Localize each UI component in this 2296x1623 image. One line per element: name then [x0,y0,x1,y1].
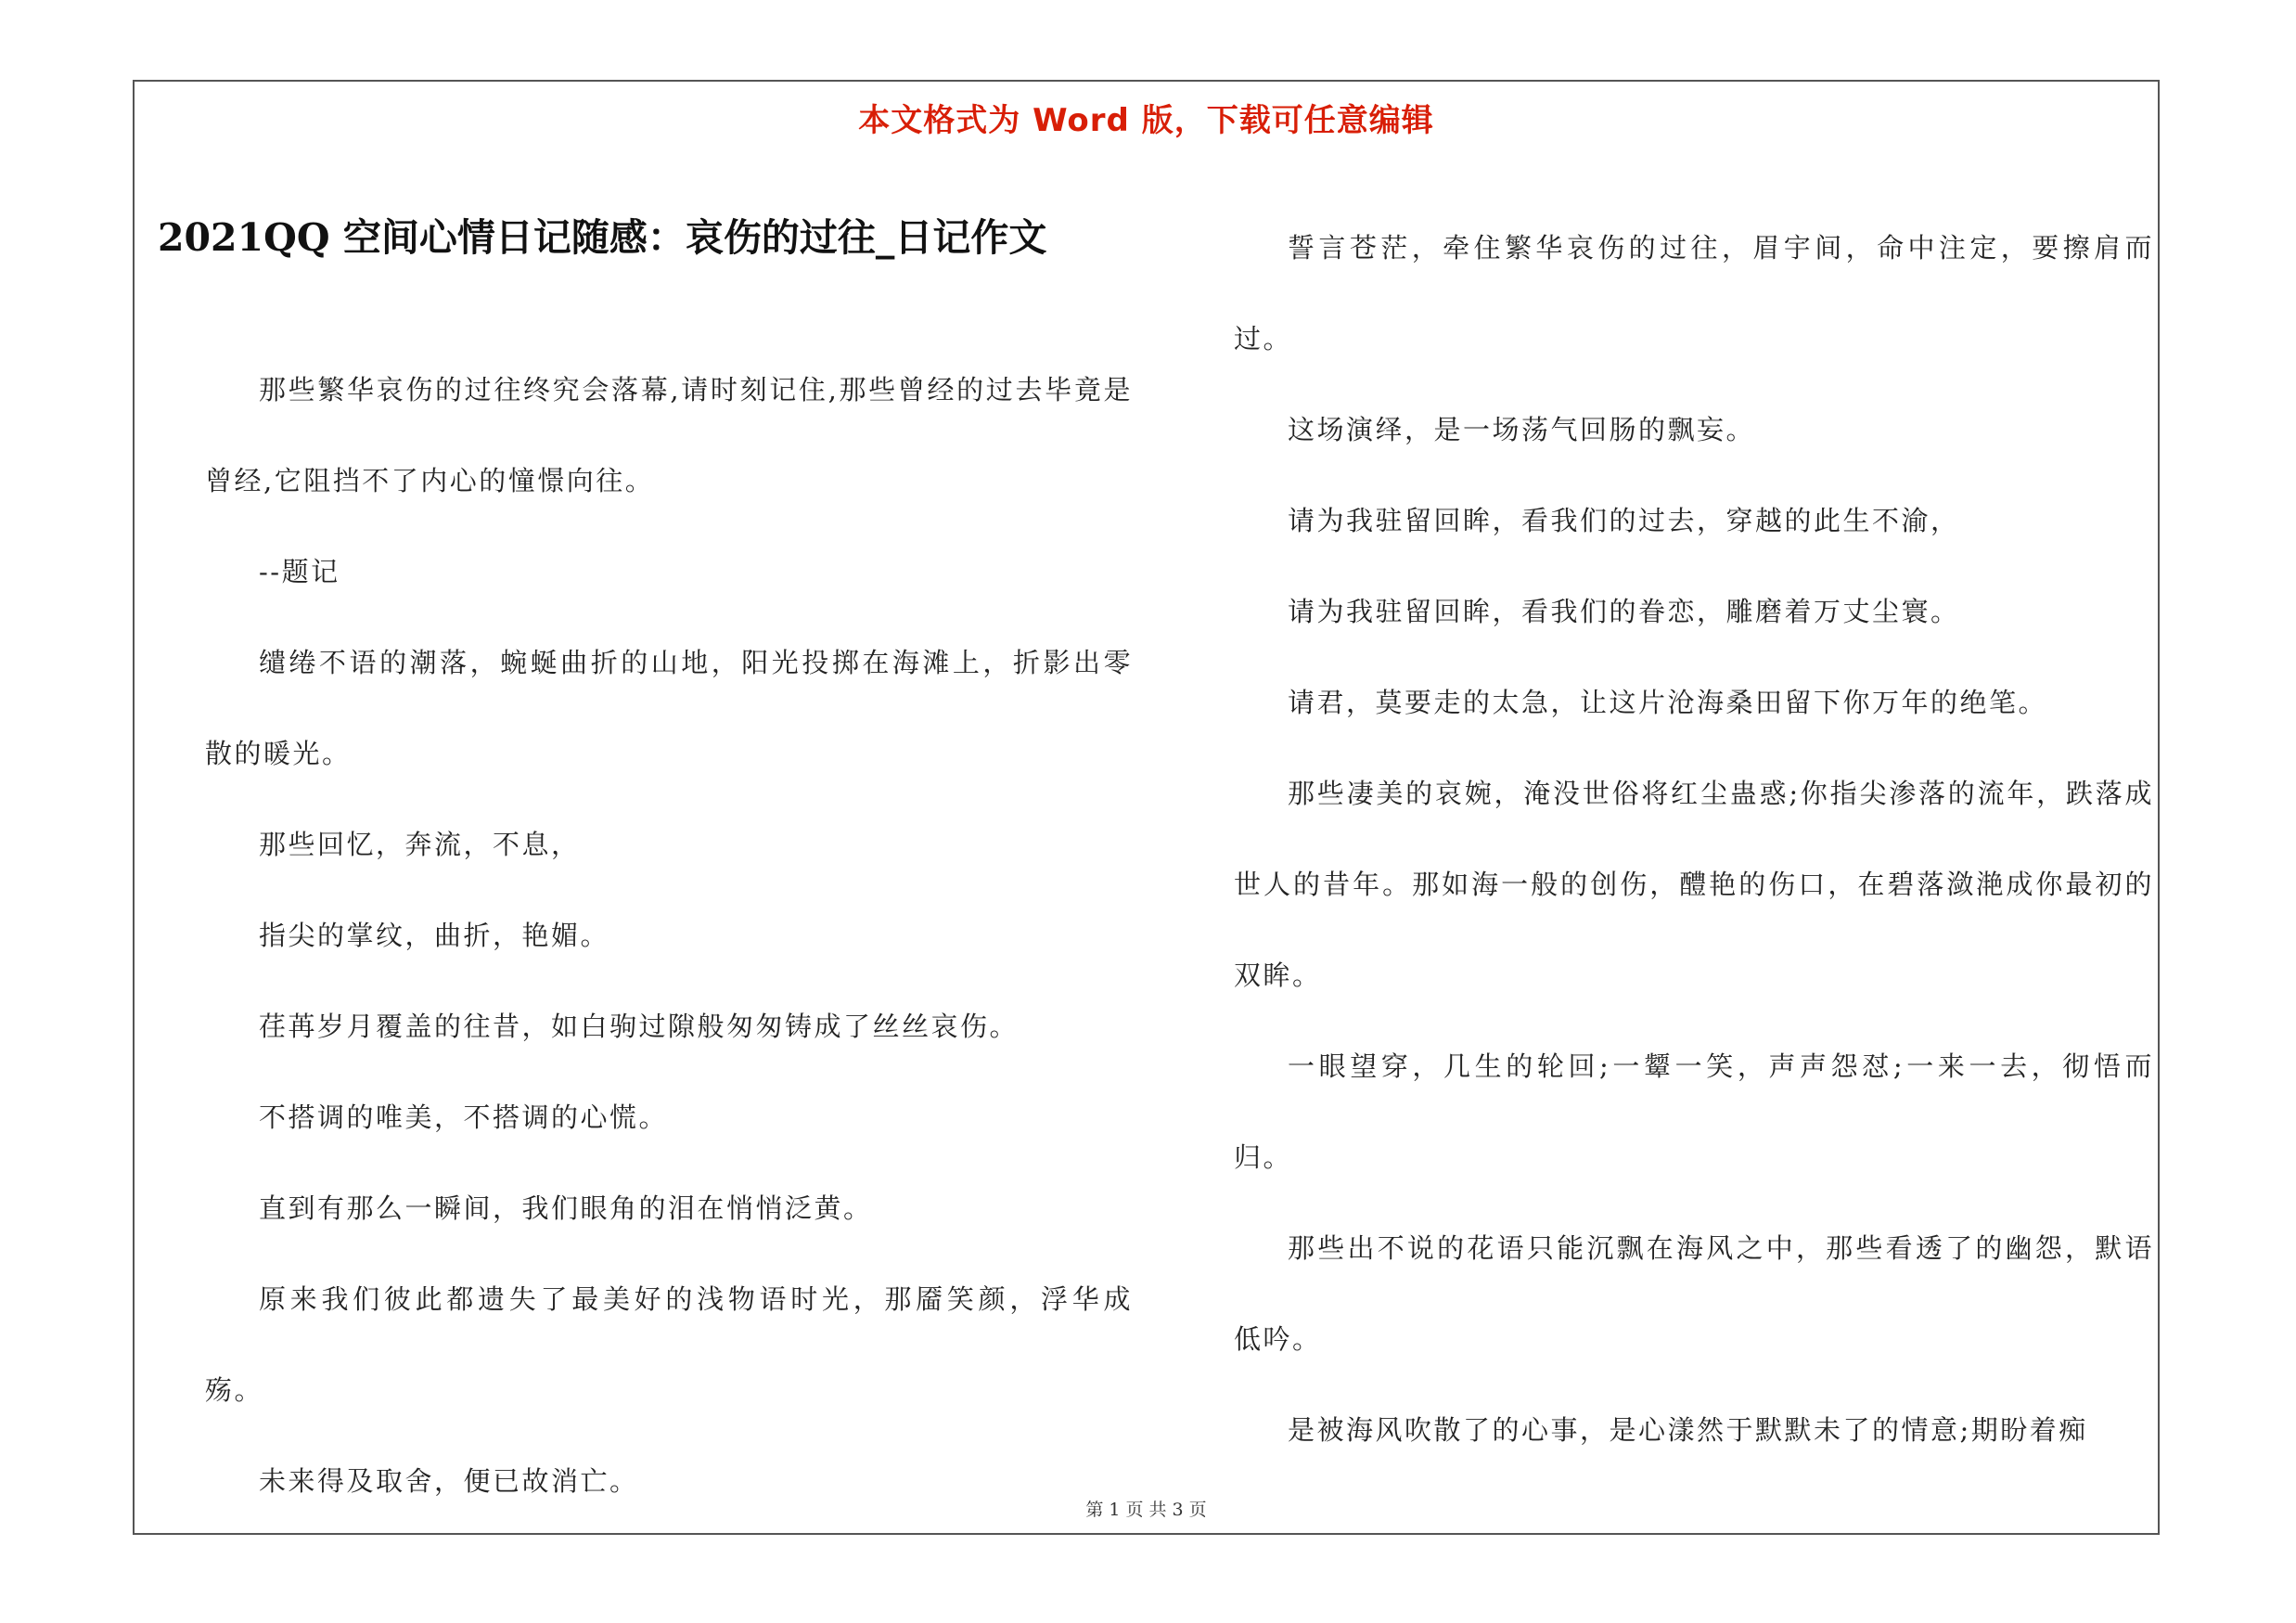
paragraph: 这场演绎，是一场荡气回肠的飘妄。 [1288,414,1756,445]
paragraph: 请为我驻留回眸，看我们的眷恋，雕磨着万丈尘寰。 [1288,596,1960,627]
page-number: 第 1 页 共 3 页 [1085,1500,1207,1520]
paragraph: 那些凄美的哀婉，淹没世俗将红尘蛊惑;你指尖渗落的流年，跌落成世人的昔年。那如海一般的创伤，醴艳的伤口，在碧落潋滟成你最初的双眸。 [1234,778,2154,991]
paragraph: --题记 [259,556,340,587]
paragraph: 不搭调的唯美，不搭调的心慌。 [259,1101,669,1133]
paragraph: 那些回忆，奔流，不息， [259,829,581,860]
paragraph: 请为我驻留回眸，看我们的过去，穿越的此生不渝， [1288,505,1960,536]
paragraph: 未来得及取舍，便已故消亡。 [259,1465,639,1497]
paragraph: 是被海风吹散了的心事，是心漾然于默默未了的情意;期盼着痴 [1288,1414,2088,1446]
format-banner: 本文格式为 Word 版，下载可任意编辑 [858,102,1434,139]
paragraph: 一眼望穿，几生的轮回;一颦一笑，声声怨怼;一来一去，彻悟而归。 [1234,1050,2154,1173]
paragraph: 荏苒岁月覆盖的往昔，如白驹过隙般匆匆铸成了丝丝哀伤。 [259,1011,1020,1042]
paragraph: 缱绻不语的潮落，蜿蜒曲折的山地，阳光投掷在海滩上，折影出零散的暖光。 [205,647,1133,769]
page-frame [133,80,2160,1535]
paragraph: 那些出不说的花语只能沉飘在海风之中，那些看透了的幽怨，默语低吟。 [1234,1232,2154,1355]
left-column [205,344,1133,1526]
paragraph: 原来我们彼此都遗失了最美好的浅物语时光，那靥笑颜，浮华成殇。 [205,1283,1133,1406]
paragraph: 直到有那么一瞬间，我们眼角的泪在悄悄泛黄。 [259,1192,873,1224]
paragraph: 请君，莫要走的太急，让这片沧海桑田留下你万年的绝笔。 [1288,687,2048,718]
paragraph: 指尖的掌纹，曲折，艳媚。 [259,920,610,951]
right-column [1234,202,2154,1475]
document-title: 2021QQ 空间心情日记随感：哀伤的过往_日记作文 [158,215,1047,260]
paragraph: 那些繁华哀伤的过往终究会落幕,请时刻记住,那些曾经的过去毕竟是曾经,它阻挡不了内心的憧憬向往。 [205,374,1133,496]
paragraph: 誓言苍茫，牵住繁华哀伤的过往，眉宇间，命中注定，要擦肩而过。 [1234,232,2154,354]
